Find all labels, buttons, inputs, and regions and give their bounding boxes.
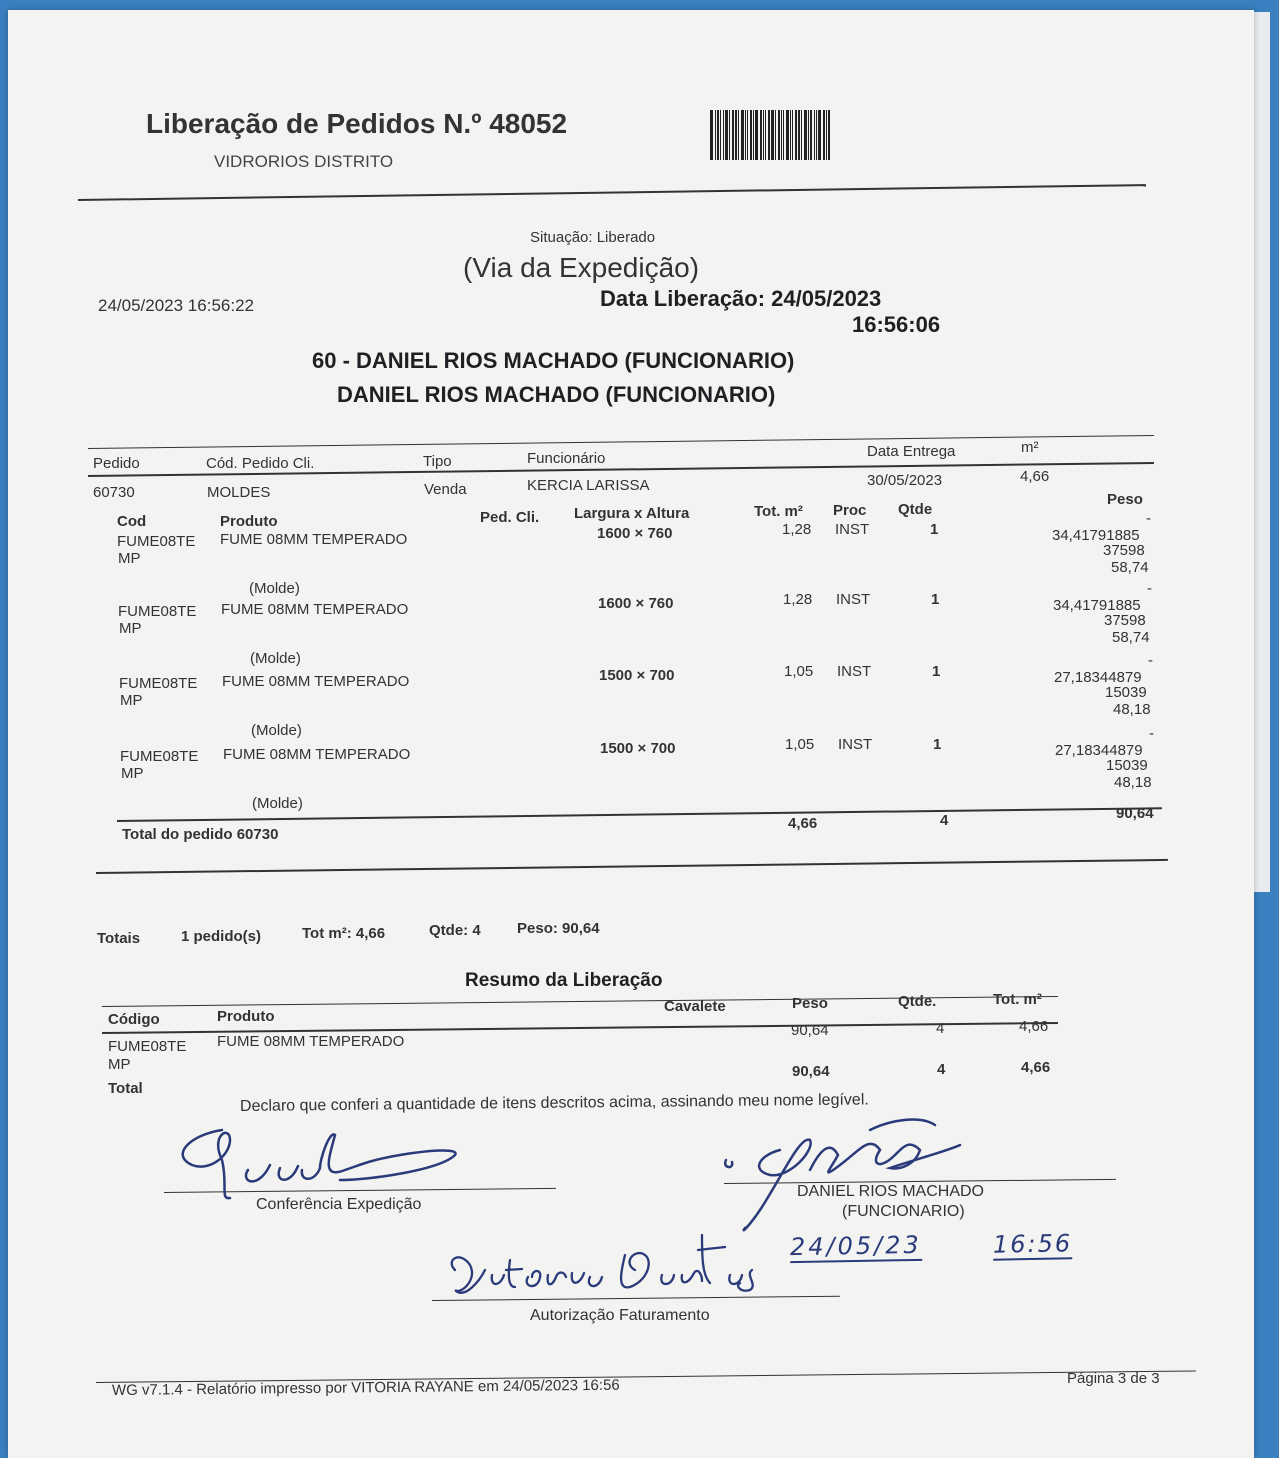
- item-tot-m2: 1,28: [782, 521, 812, 538]
- item-qtde: 1: [932, 663, 941, 680]
- handwritten-time: 16:56: [992, 1229, 1073, 1259]
- barcode-bar: [725, 110, 728, 160]
- item-tot-m2: 1,05: [785, 736, 815, 753]
- barcode-bar: [763, 110, 764, 160]
- barcode-bar: [823, 110, 825, 160]
- item-dimensions: 1500 × 700: [600, 740, 676, 757]
- document-title: Liberação de Pedidos N.º 48052: [146, 108, 568, 139]
- barcode-bar: [778, 110, 780, 160]
- conferencia-signature: [170, 1110, 480, 1210]
- order-total-qtde: 4: [940, 812, 949, 829]
- item-peso-line-2: 15039: [1105, 684, 1147, 701]
- barcode-bar: [810, 110, 812, 160]
- totals-pedidos: 1 pedido(s): [181, 928, 262, 945]
- item-produto: FUME 08MM TEMPERADO: [221, 601, 409, 618]
- barcode-bar: [747, 110, 748, 160]
- totals-peso: Peso: 90,64: [517, 920, 600, 937]
- item-peso-dash: -: [1146, 510, 1151, 527]
- conferencia-label: Conferência Expedição: [256, 1196, 422, 1213]
- col-tipo: Tipo: [423, 453, 452, 470]
- item-dimensions: 1600 × 760: [597, 525, 673, 542]
- resumo-row-tot-m2: 4,66: [1019, 1018, 1049, 1035]
- item-qtde: 1: [933, 736, 942, 753]
- item-obs: (Molde): [251, 722, 302, 739]
- barcode-bar: [765, 110, 766, 160]
- item-tot-m2: 1,05: [784, 663, 814, 680]
- col-m2: m²: [1021, 439, 1039, 456]
- resumo-row-qtde: 4: [936, 1020, 945, 1037]
- barcode-bar: [786, 110, 789, 160]
- status-text: Situação: Liberado: [530, 229, 656, 246]
- barcode-bar: [792, 110, 793, 160]
- resumo-col-cavalete: Cavalete: [664, 998, 726, 1015]
- items-col-peso: Peso: [1107, 491, 1143, 508]
- barcode-bar: [753, 110, 754, 160]
- item-peso-line-3: 58,74: [1112, 629, 1150, 646]
- item-peso-line-1: 27,18344879: [1054, 669, 1142, 686]
- barcode-bar: [816, 110, 817, 160]
- barcode-bar: [808, 110, 809, 160]
- cliente-signature: [720, 1110, 970, 1240]
- barcode-bar: [720, 110, 721, 160]
- barcode-bar: [781, 110, 782, 160]
- item-peso-line-1: 34,41791885: [1052, 527, 1140, 544]
- item-dimensions: 1500 × 700: [599, 667, 675, 684]
- client-line-2: DANIEL RIOS MACHADO (FUNCIONARIO): [337, 382, 776, 407]
- item-obs: (Molde): [249, 580, 300, 597]
- item-cod: FUME08TE: [118, 603, 197, 620]
- barcode-bar: [750, 110, 752, 160]
- resumo-row-peso: 90,64: [791, 1022, 829, 1039]
- barcode-bar: [760, 110, 762, 160]
- order-data-entrega: 30/05/2023: [867, 472, 943, 489]
- resumo-total-tot-m2: 4,66: [1021, 1059, 1051, 1076]
- barcode-bar: [710, 110, 713, 160]
- item-cod-2: MP: [120, 692, 143, 709]
- resumo-col-codigo: Código: [108, 1011, 160, 1028]
- barcode-bar: [717, 110, 719, 160]
- items-col-ped-cli: Ped. Cli.: [480, 509, 540, 526]
- cliente-role: (FUNCIONARIO): [842, 1203, 965, 1220]
- barcode-bar: [738, 110, 739, 160]
- item-peso-dash: -: [1148, 652, 1153, 669]
- item-peso-line-3: 58,74: [1111, 559, 1149, 576]
- order-total-label: Total do pedido 60730: [122, 826, 279, 843]
- item-proc: INST: [836, 591, 871, 608]
- barcode: [710, 110, 898, 160]
- totals-label: Totais: [97, 930, 141, 947]
- item-cod: FUME08TE: [117, 533, 196, 550]
- item-proc: INST: [837, 663, 872, 680]
- print-datetime: 24/05/2023 16:56:22: [98, 296, 254, 315]
- order-pedido: 60730: [93, 484, 135, 501]
- resumo-total-label: Total: [108, 1080, 143, 1097]
- barcode-bar: [798, 110, 800, 160]
- item-cod-2: MP: [119, 620, 142, 637]
- item-peso-line-2: 37598: [1104, 612, 1146, 629]
- order-m2: 4,66: [1020, 468, 1050, 485]
- barcode-bar: [818, 110, 821, 160]
- item-peso-dash: -: [1149, 725, 1154, 742]
- resumo-col-tot-m2: Tot. m²: [993, 991, 1042, 1008]
- barcode-bar: [729, 110, 730, 160]
- barcode-bar: [804, 110, 807, 160]
- totals-qtde: Qtde: 4: [429, 922, 481, 939]
- barcode-bar: [801, 110, 802, 160]
- item-obs: (Molde): [252, 795, 303, 812]
- order-cod-pedido: MOLDES: [207, 484, 271, 501]
- client-line-1: 60 - DANIEL RIOS MACHADO (FUNCIONARIO): [312, 348, 795, 373]
- col-data-entrega: Data Entrega: [867, 443, 956, 460]
- totals-m2: Tot m²: 4,66: [302, 925, 386, 942]
- resumo-row-cod: FUME08TE: [108, 1038, 187, 1055]
- barcode-bar: [732, 110, 734, 160]
- item-produto: FUME 08MM TEMPERADO: [220, 531, 408, 548]
- item-peso-line-1: 34,41791885: [1053, 597, 1141, 614]
- barcode-bar: [795, 110, 797, 160]
- items-col-proc: Proc: [833, 502, 867, 519]
- barcode-bar: [735, 110, 737, 160]
- declaration-text: Declaro que conferi a quantidade de itens descritos acima, assinando meu nome legível.: [239, 1091, 869, 1115]
- barcode-bar: [826, 110, 827, 160]
- item-produto: FUME 08MM TEMPERADO: [223, 746, 411, 763]
- item-peso-line-1: 27,18344879: [1055, 742, 1143, 759]
- resumo-col-produto: Produto: [217, 1008, 275, 1025]
- items-col-tot-m2: Tot. m²: [754, 503, 803, 520]
- item-peso-line-3: 48,18: [1114, 774, 1152, 791]
- resumo-col-peso: Peso: [792, 995, 828, 1012]
- item-cod-2: MP: [121, 765, 144, 782]
- resumo-total-qtde: 4: [937, 1061, 946, 1078]
- order-total-m2: 4,66: [788, 815, 818, 832]
- col-funcionario: Funcionário: [527, 450, 606, 467]
- barcode-bar: [775, 110, 776, 160]
- order-total-peso: 90,64: [1116, 805, 1154, 822]
- release-date: Data Liberação: 24/05/2023: [600, 286, 882, 311]
- barcode-bar: [828, 110, 830, 160]
- item-peso-line-3: 48,18: [1113, 701, 1151, 718]
- footer-page: Página 3 de 3: [1067, 1370, 1160, 1387]
- item-qtde: 1: [930, 521, 939, 538]
- item-peso-dash: -: [1147, 580, 1152, 597]
- barcode-bar: [771, 110, 774, 160]
- item-proc: INST: [835, 521, 870, 538]
- autorizacao-label: Autorização Faturamento: [530, 1307, 710, 1324]
- company-name: VIDRORIOS DISTRITO: [214, 152, 394, 171]
- item-dimensions: 1600 × 760: [598, 595, 674, 612]
- barcode-bar: [715, 110, 716, 160]
- items-col-produto: Produto: [220, 513, 278, 530]
- order-tipo: Venda: [424, 481, 467, 498]
- order-funcionario: KERCIA LARISSA: [527, 477, 650, 494]
- item-peso-line-2: 15039: [1106, 757, 1148, 774]
- resumo-title: Resumo da Liberação: [465, 970, 663, 991]
- barcode-bar: [755, 110, 758, 160]
- cliente-name: DANIEL RIOS MACHADO: [797, 1183, 984, 1200]
- item-cod-2: MP: [118, 550, 141, 567]
- item-cod: FUME08TE: [119, 675, 198, 692]
- autorizacao-signature: [440, 1225, 770, 1315]
- barcode-bar: [783, 110, 784, 160]
- barcode-bar: [745, 110, 746, 160]
- resumo-row-cod-2: MP: [108, 1056, 131, 1073]
- footer-printed-by: WG v7.1.4 - Relatório impresso por VITORIA RAYANE em 24/05/2023 16:56: [111, 1376, 620, 1399]
- item-produto: FUME 08MM TEMPERADO: [222, 673, 410, 690]
- release-time: 16:56:06: [852, 312, 941, 337]
- item-proc: INST: [838, 736, 873, 753]
- barcode-bar: [723, 110, 724, 160]
- barcode-bar: [741, 110, 744, 160]
- barcode-bar: [814, 110, 815, 160]
- item-cod: FUME08TE: [120, 748, 199, 765]
- barcode-bar: [768, 110, 770, 160]
- resumo-total-peso: 90,64: [792, 1063, 830, 1080]
- barcode-bar: [790, 110, 791, 160]
- items-col-dims: Largura x Altura: [574, 505, 690, 522]
- item-obs: (Molde): [250, 650, 301, 667]
- items-col-cod: Cod: [117, 513, 147, 530]
- col-pedido: Pedido: [93, 455, 140, 472]
- item-peso-line-2: 37598: [1103, 542, 1145, 559]
- resumo-col-qtde: Qtde.: [898, 993, 937, 1010]
- handwritten-date: 24/05/23: [789, 1230, 923, 1262]
- item-qtde: 1: [931, 591, 940, 608]
- item-tot-m2: 1,28: [783, 591, 813, 608]
- col-cod-pedido: Cód. Pedido Cli.: [206, 455, 315, 472]
- resumo-row-produto: FUME 08MM TEMPERADO: [217, 1033, 405, 1050]
- copy-type: (Via da Expedição): [463, 252, 700, 283]
- items-col-qtde: Qtde: [898, 501, 933, 518]
